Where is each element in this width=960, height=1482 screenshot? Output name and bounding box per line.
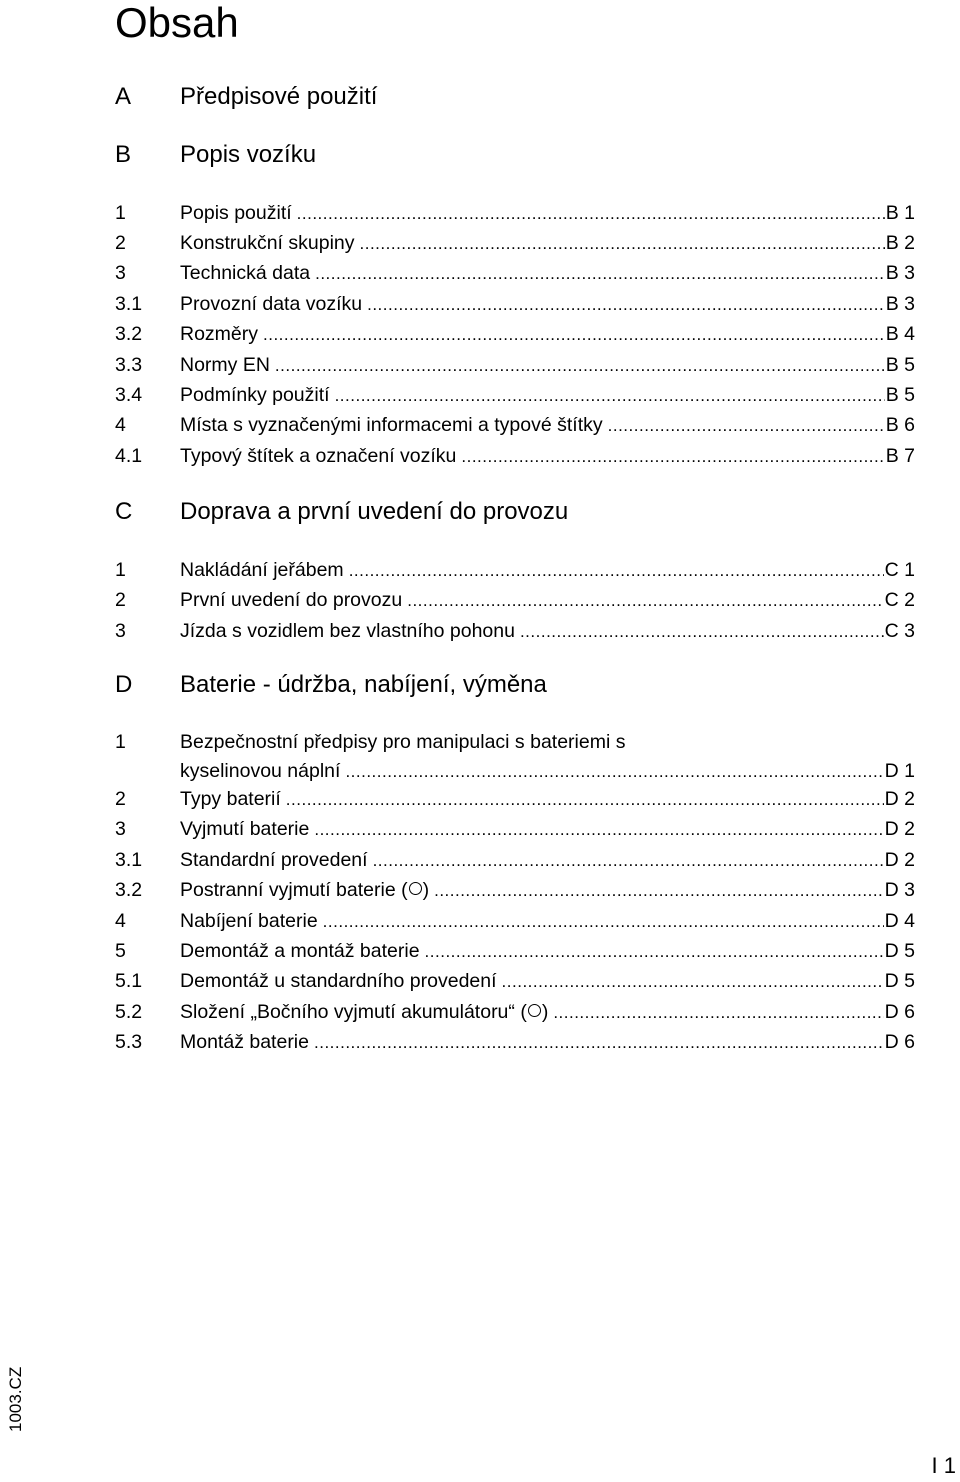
- dot-leader: [323, 907, 884, 937]
- entry-number: 4.1: [115, 445, 143, 467]
- page-title: Obsah: [115, 0, 239, 46]
- section-title: Předpisové použití: [180, 83, 378, 110]
- entry-number: 3: [115, 818, 126, 840]
- section-title: Baterie - údržba, nabíjení, výměna: [180, 671, 547, 698]
- entry-number: 2: [115, 589, 126, 611]
- entry-number: 4: [115, 910, 126, 932]
- dot-leader: [360, 229, 885, 259]
- section-title: Doprava a první uvedení do provozu: [180, 498, 569, 525]
- entry-text: Nabíjení baterie: [180, 910, 318, 932]
- entry-number: 5.2: [115, 1001, 143, 1023]
- entry-number: 2: [115, 788, 126, 810]
- dot-leader: [373, 846, 884, 876]
- dot-leader: [315, 259, 885, 289]
- entry-page: D 6: [884, 1031, 915, 1053]
- entry-text: Provozní data vozíku: [180, 293, 363, 315]
- entry-text: kyselinovou náplní: [180, 760, 341, 782]
- entry-text: Místa s vyznačenými informacemi a typové štítky: [180, 414, 603, 436]
- entry-text: Demontáž a montáž baterie: [180, 940, 420, 962]
- dot-leader: [335, 381, 885, 411]
- dot-leader: [520, 617, 884, 647]
- entry-number: 3.2: [115, 323, 143, 345]
- dot-leader: [314, 815, 883, 845]
- entry-text: [180, 997, 548, 1027]
- entry-number: 3: [115, 620, 126, 642]
- section-letter: A: [115, 83, 132, 110]
- entry-page: B 3: [885, 293, 915, 315]
- entry-number: 1: [115, 202, 126, 224]
- dot-leader: [286, 785, 884, 815]
- entry-text-line1: Bezpečnostní předpisy pro manipulaci s bateriemi s: [180, 731, 626, 753]
- entry-page: D 5: [884, 970, 915, 992]
- entry-text-close: ): [541, 1001, 549, 1023]
- entry-number: 4: [115, 414, 126, 436]
- entry-page: B 1: [885, 202, 915, 224]
- entry-page: B 2: [885, 232, 915, 254]
- entry-text: Konstrukční skupiny: [180, 232, 355, 254]
- entry-number: 5.3: [115, 1031, 143, 1053]
- dot-leader: [275, 351, 885, 381]
- dot-leader: [608, 411, 885, 441]
- entry-page: B 5: [885, 354, 915, 376]
- document-code: 1003.CZ: [6, 1366, 25, 1432]
- entry-text-part: Postranní vyjmutí baterie (: [180, 879, 408, 901]
- entry-number: 3.3: [115, 354, 143, 376]
- entry-text-part: Složení „Bočního vyjmutí akumulátoru“ (: [180, 1001, 527, 1023]
- entry-page: D 3: [884, 879, 915, 901]
- dot-leader: [345, 757, 883, 787]
- entry-text-close: ): [422, 879, 430, 901]
- entry-number: 3: [115, 262, 126, 284]
- entry-text: Technická data: [180, 262, 311, 284]
- toc-entry-d-1[interactable]: [115, 727, 915, 787]
- section-title: Popis vozíku: [180, 141, 317, 168]
- entry-number: 2: [115, 232, 126, 254]
- entry-page: D 2: [884, 849, 915, 871]
- entry-number: 3.4: [115, 384, 143, 406]
- dot-leader: [314, 1028, 884, 1058]
- entry-text: Demontáž u standardního provedení: [180, 970, 497, 992]
- entry-text: Standardní provedení: [180, 849, 368, 871]
- option-circle-icon: [409, 882, 422, 895]
- entry-text: [180, 875, 429, 905]
- dot-leader: [263, 320, 885, 350]
- entry-text: Montáž baterie: [180, 1031, 309, 1053]
- entry-page: D 4: [884, 910, 915, 932]
- section-c-heading: [115, 496, 915, 528]
- section-a-heading: [115, 81, 915, 113]
- entry-page: C 2: [884, 589, 915, 611]
- dot-leader: [367, 290, 885, 320]
- entry-page: D 1: [884, 760, 915, 782]
- entry-number: 3.1: [115, 293, 143, 315]
- entry-text: Normy EN: [180, 354, 270, 376]
- entry-number: 1: [115, 731, 126, 753]
- dot-leader: [407, 586, 883, 616]
- entry-text: První uvedení do provozu: [180, 589, 403, 611]
- entry-page: B 3: [885, 262, 915, 284]
- entry-page: D 6: [884, 1001, 915, 1023]
- page-number: I 1: [931, 1453, 956, 1478]
- entry-number: 5.1: [115, 970, 143, 992]
- section-letter: C: [115, 498, 133, 525]
- section-letter: D: [115, 671, 133, 698]
- entry-number: 3.1: [115, 849, 143, 871]
- section-d-heading: [115, 669, 915, 701]
- entry-text: Typový štítek a označení vozíku: [180, 445, 457, 467]
- entry-page: B 6: [885, 414, 915, 436]
- entry-page: C 1: [884, 559, 915, 581]
- entry-text: Nakládání jeřábem: [180, 559, 344, 581]
- entry-text: Typy baterií: [180, 788, 281, 810]
- entry-page: D 2: [884, 818, 915, 840]
- dot-leader: [461, 442, 884, 472]
- dot-leader: [553, 998, 883, 1028]
- dot-leader: [434, 876, 884, 906]
- dot-leader: [297, 199, 885, 229]
- entry-number: 5: [115, 940, 126, 962]
- entry-page: C 3: [884, 620, 915, 642]
- entry-page: B 4: [885, 323, 915, 345]
- dot-leader: [349, 556, 884, 586]
- entry-text: Vyjmutí baterie: [180, 818, 310, 840]
- entry-page: B 5: [885, 384, 915, 406]
- option-circle-icon: [528, 1004, 541, 1017]
- dot-leader: [425, 937, 884, 967]
- entry-text: Jízda s vozidlem bez vlastního pohonu: [180, 620, 515, 642]
- dot-leader: [502, 967, 884, 997]
- entry-page: B 7: [885, 445, 915, 467]
- section-letter: B: [115, 141, 132, 168]
- entry-page: D 5: [884, 940, 915, 962]
- section-b-heading: [115, 139, 915, 171]
- entry-text: Podmínky použití: [180, 384, 330, 406]
- entry-number: 1: [115, 559, 126, 581]
- entry-number: 3.2: [115, 879, 143, 901]
- entry-page: D 2: [884, 788, 915, 810]
- entry-text: Rozměry: [180, 323, 259, 345]
- entry-text: Popis použití: [180, 202, 292, 224]
